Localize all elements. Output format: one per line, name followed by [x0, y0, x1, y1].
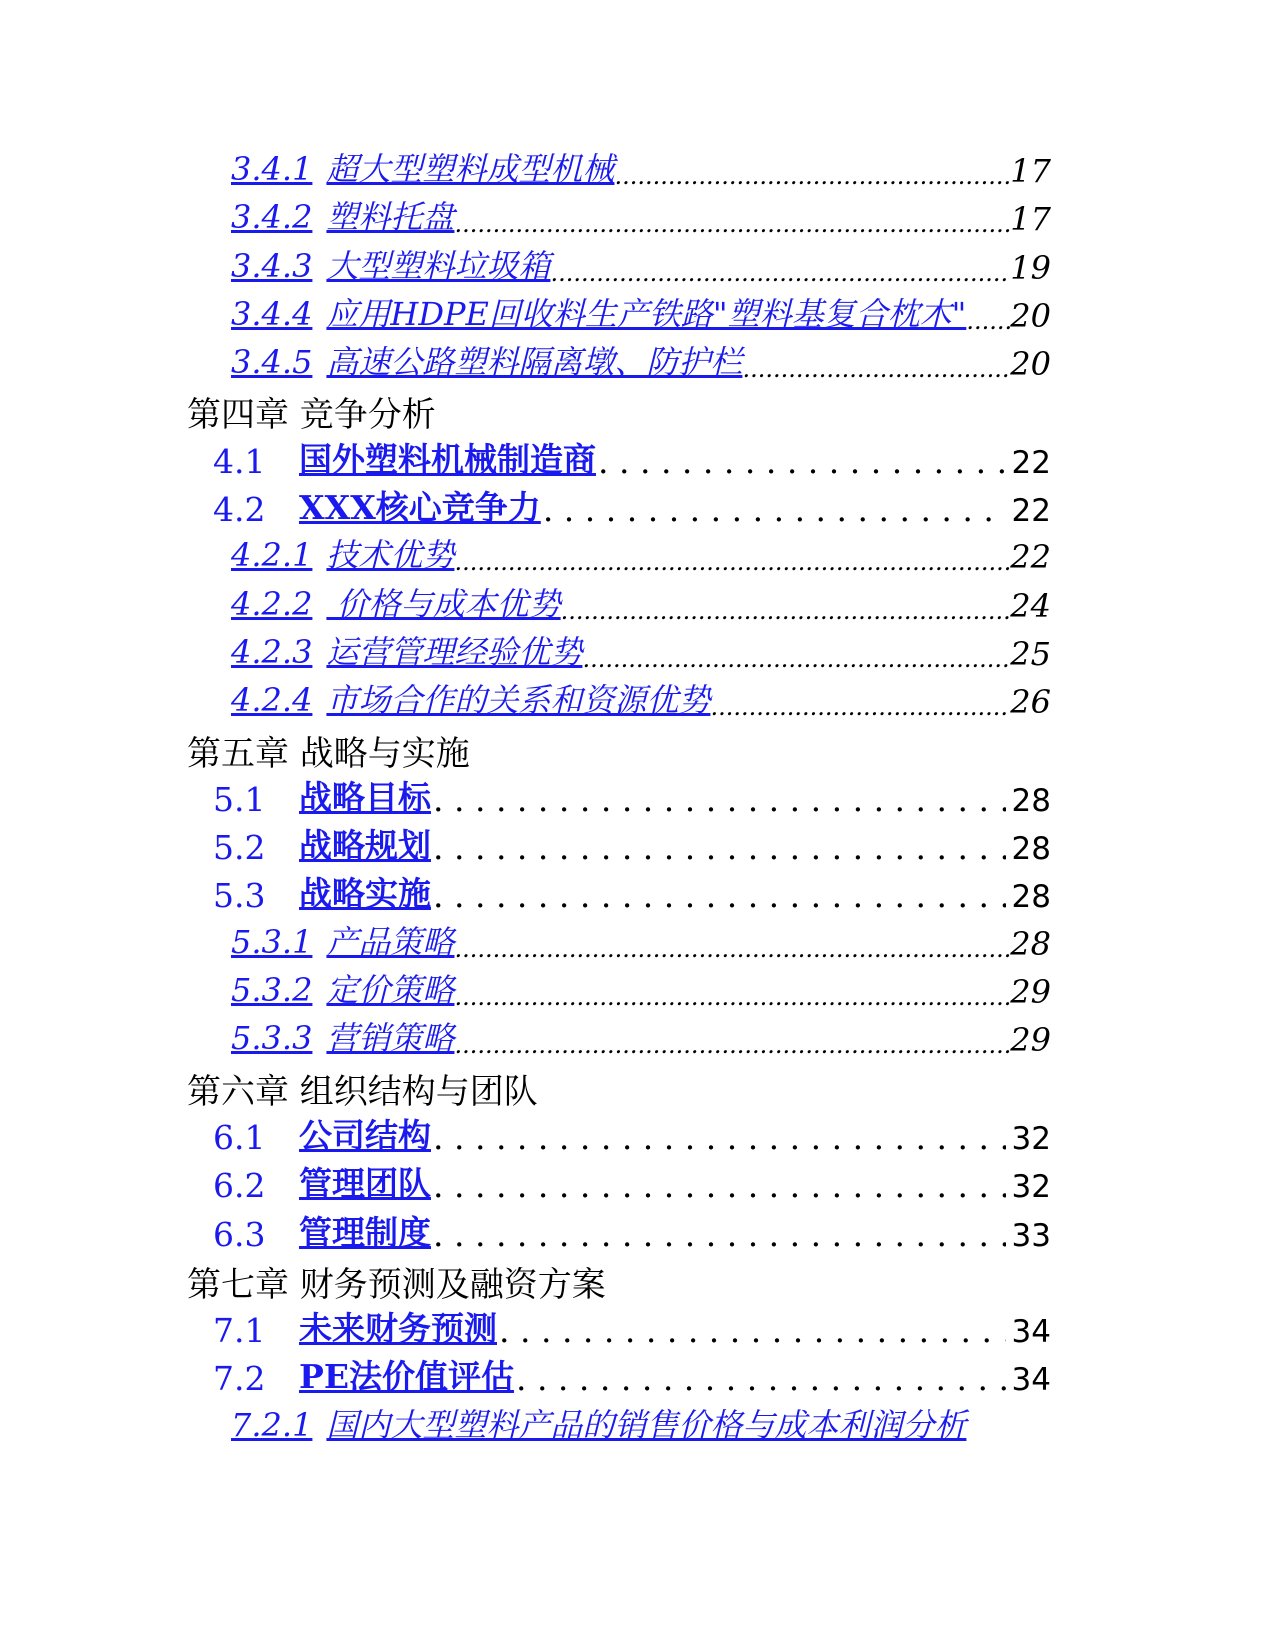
- toc-number-link[interactable]: [213, 1166, 299, 1205]
- toc-entry-title: 应用HDPE回收料生产铁路"塑料基复合枕木": [326, 294, 967, 333]
- dot-leader: [433, 1118, 1006, 1157]
- toc-link[interactable]: [231, 337, 742, 383]
- dot-leader: [614, 162, 1010, 190]
- toc-entry-title: 战略规划: [299, 826, 431, 866]
- toc-subsection-entry: [231, 337, 1051, 383]
- toc-entry-title: 大型塑料垃圾箱: [326, 246, 551, 285]
- dot-leader: [433, 780, 1006, 819]
- toc-link[interactable]: [299, 1158, 431, 1205]
- toc-row: [0, 478, 1275, 530]
- toc-number-link[interactable]: [213, 876, 299, 915]
- toc-page-number: 33: [1011, 1217, 1051, 1254]
- toc-page-number: 22: [1011, 444, 1051, 481]
- toc-number-link[interactable]: [213, 1359, 299, 1398]
- toc-entry-title: 塑料托盘: [326, 198, 455, 237]
- toc-page-number: 28: [1011, 782, 1051, 819]
- toc-entry-number: 3.4.4: [231, 294, 313, 333]
- toc-entry-number: 5.2: [213, 828, 266, 868]
- toc-entry-title: 管理团队: [299, 1164, 431, 1204]
- toc-section-entry: [213, 820, 1051, 867]
- toc-row: [0, 1299, 1275, 1351]
- toc-page-number: 34: [1011, 1314, 1051, 1351]
- toc-page-number: 29: [1010, 973, 1051, 1012]
- toc-page-number: 17: [1010, 152, 1051, 190]
- toc-entry-number: 3.4.2: [231, 198, 313, 237]
- toc-row: [0, 237, 1275, 285]
- toc-entry-number: 4.2: [213, 490, 266, 530]
- toc-entry-title: 公司结构: [299, 1115, 431, 1155]
- toc-subsection-entry: [231, 1400, 1083, 1446]
- dot-leader: [433, 1166, 1006, 1205]
- toc-page-number: 28: [1010, 924, 1051, 963]
- toc-page-number: 28: [1011, 831, 1051, 868]
- toc-number-link[interactable]: [213, 780, 299, 819]
- toc-row: [0, 526, 1275, 577]
- table-of-contents: [0, 140, 1275, 1444]
- chapter-heading: 第四章 竞争分析: [187, 395, 436, 436]
- toc-entry-title: 战略目标: [299, 777, 431, 817]
- toc-row: [0, 285, 1275, 333]
- toc-entry-title: 战略实施: [299, 874, 431, 914]
- toc-link[interactable]: [299, 868, 431, 915]
- toc-page-number: 32: [1011, 1120, 1051, 1157]
- toc-row: [0, 188, 1275, 239]
- toc-page-number: 22: [1010, 538, 1051, 577]
- toc-entry-number: 3.4.5: [231, 343, 313, 382]
- toc-link[interactable]: [299, 1110, 431, 1157]
- toc-row: [0, 575, 1275, 623]
- toc-entry-number: 7.2: [213, 1359, 266, 1399]
- toc-entry-title: 管理制度: [299, 1212, 431, 1252]
- chapter-heading: 第五章 战略与实施: [187, 733, 470, 774]
- toc-row: [0, 1347, 1275, 1399]
- toc-subsection-entry: [231, 144, 1051, 190]
- toc-entry-title: 未来财务预测: [299, 1309, 497, 1349]
- dot-leader: [966, 307, 1010, 335]
- toc-row: [0, 333, 1275, 384]
- toc-page-number: 19: [1010, 248, 1051, 287]
- toc-entry-title: 技术优势: [326, 536, 455, 575]
- toc-page-number: 20: [1010, 345, 1051, 384]
- toc-row: [0, 623, 1275, 671]
- toc-entry-number: 5.1: [213, 779, 266, 819]
- toc-entry-title: 运营管理经验优势: [326, 632, 583, 671]
- toc-entry-title: 超大型塑料成型机械: [326, 150, 615, 188]
- toc-link[interactable]: [231, 579, 561, 625]
- toc-row: [0, 1251, 1275, 1305]
- toc-entry-title: PE法价值评估: [299, 1357, 514, 1397]
- toc-entry-title: 价格与成本优势: [326, 584, 561, 623]
- toc-link[interactable]: [231, 144, 614, 190]
- dot-leader: [454, 1031, 1010, 1059]
- toc-row: [0, 381, 1275, 436]
- toc-page-number: 34: [1011, 1362, 1051, 1399]
- dot-leader: [550, 259, 1010, 287]
- dot-leader: [454, 210, 1010, 238]
- toc-link[interactable]: [299, 772, 431, 819]
- toc-link[interactable]: [231, 965, 454, 1011]
- toc-entry-number: 3.4.1: [231, 150, 313, 188]
- toc-page-number: 26: [1010, 683, 1051, 722]
- toc-section-entry: [213, 482, 1051, 529]
- toc-link[interactable]: [231, 627, 582, 673]
- dot-leader: [433, 1215, 1006, 1254]
- toc-subsection-entry: [231, 917, 1051, 963]
- toc-entry-number: 6.3: [213, 1214, 266, 1254]
- toc-entry-number: 4.2.1: [231, 536, 313, 575]
- toc-link[interactable]: [299, 820, 431, 867]
- toc-row: [0, 961, 1275, 1012]
- toc-entry-number: 6.2: [213, 1166, 266, 1206]
- chapter-heading: 第六章 组织结构与团队: [187, 1071, 538, 1112]
- dot-leader: [454, 548, 1010, 576]
- toc-row: [0, 1106, 1275, 1157]
- toc-entry-title: 营销策略: [326, 1019, 455, 1058]
- toc-row: [0, 1154, 1275, 1206]
- toc-page-number: 24: [1010, 586, 1051, 625]
- toc-row: [0, 864, 1275, 916]
- toc-section-entry: [213, 1110, 1051, 1157]
- toc-subsection-entry: [231, 1013, 1051, 1059]
- toc-page-number: 28: [1011, 879, 1051, 916]
- toc-link[interactable]: [231, 192, 454, 238]
- toc-entry-title: XXX核心竞争力: [299, 488, 541, 528]
- toc-number-link[interactable]: [213, 1311, 299, 1350]
- dot-leader: [561, 597, 1011, 625]
- toc-link[interactable]: [231, 1400, 966, 1446]
- dot-leader: [433, 876, 1006, 915]
- toc-link[interactable]: [231, 289, 966, 335]
- toc-link[interactable]: [231, 241, 550, 287]
- toc-row: [0, 816, 1275, 868]
- toc-page-number: 25: [1010, 634, 1051, 673]
- toc-entry-number: 3.4.3: [231, 246, 313, 285]
- toc-entry-number: 4.2.2: [231, 584, 313, 623]
- toc-row: [0, 768, 1275, 819]
- dot-leader: [433, 828, 1006, 867]
- toc-page-number: 17: [1010, 200, 1051, 239]
- toc-entry-number: 7.2.1: [231, 1405, 313, 1444]
- dot-leader: [454, 935, 1010, 963]
- toc-row: [0, 913, 1275, 961]
- toc-section-entry: [213, 1303, 1051, 1350]
- toc-link[interactable]: [299, 1303, 497, 1350]
- toc-entry-number: 4.1: [213, 441, 266, 481]
- toc-entry-number: 5.3: [213, 876, 266, 916]
- toc-number-link[interactable]: [213, 490, 299, 529]
- toc-subsection-entry: [231, 965, 1051, 1011]
- toc-section-entry: [213, 434, 1051, 481]
- toc-section-entry: [213, 1207, 1051, 1254]
- dot-leader: [499, 1311, 1006, 1350]
- toc-subsection-entry: [231, 579, 1051, 625]
- dot-leader: [582, 645, 1010, 673]
- toc-row: [0, 1058, 1275, 1112]
- toc-row: [0, 1203, 1275, 1254]
- toc-row: [0, 1009, 1275, 1060]
- toc-subsection-entry: [231, 530, 1051, 576]
- toc-section-entry: [213, 772, 1051, 819]
- toc-link[interactable]: [231, 917, 454, 963]
- toc-link[interactable]: [299, 482, 541, 529]
- chapter-heading: 第七章 财务预测及融资方案: [187, 1264, 606, 1305]
- toc-entry-number: 5.3.2: [231, 971, 313, 1010]
- toc-entry-title: 高速公路塑料隔离墩、防护栏: [326, 343, 743, 382]
- toc-subsection-entry: [231, 627, 1051, 673]
- toc-entry-title: 产品策略: [326, 922, 455, 961]
- toc-subsection-entry: [231, 192, 1051, 238]
- toc-section-entry: [213, 868, 1051, 915]
- toc-entry-title: 国内大型塑料产品的销售价格与成本利润分析: [326, 1405, 967, 1444]
- toc-entry-number: 7.1: [213, 1311, 266, 1351]
- toc-link[interactable]: [231, 1013, 454, 1059]
- toc-entry-number: 5.3.3: [231, 1019, 313, 1058]
- toc-subsection-entry: [231, 241, 1051, 287]
- dot-leader: [598, 442, 1006, 481]
- toc-number-link[interactable]: [213, 442, 299, 481]
- toc-number-link[interactable]: [213, 1118, 299, 1157]
- toc-page-number: 22: [1011, 493, 1051, 530]
- toc-row: [0, 1396, 1275, 1444]
- toc-page-number: 20: [1010, 296, 1051, 335]
- toc-entry-number: 5.3.1: [231, 922, 313, 961]
- toc-number-link[interactable]: [213, 1215, 299, 1254]
- toc-link[interactable]: [231, 675, 710, 721]
- toc-row: [0, 430, 1275, 481]
- toc-link[interactable]: [299, 434, 596, 481]
- toc-entry-number: 6.1: [213, 1117, 266, 1157]
- toc-page-number: 29: [1010, 1021, 1051, 1060]
- toc-row: [0, 671, 1275, 722]
- toc-subsection-entry: [231, 289, 1051, 335]
- toc-entry-number: 4.2.4: [231, 681, 313, 720]
- toc-link[interactable]: [299, 1207, 431, 1254]
- toc-row: [0, 720, 1275, 774]
- toc-row: [0, 140, 1275, 188]
- toc-entry-number: 4.2.3: [231, 632, 313, 671]
- toc-section-entry: [213, 1351, 1051, 1398]
- toc-entry-title: 市场合作的关系和资源优势: [326, 681, 711, 720]
- dot-leader: [543, 490, 1006, 529]
- toc-subsection-entry: [231, 675, 1051, 721]
- dot-leader: [454, 983, 1010, 1011]
- dot-leader: [710, 693, 1010, 721]
- toc-entry-title: 定价策略: [326, 971, 455, 1010]
- dot-leader: [516, 1359, 1006, 1398]
- dot-leader: [742, 355, 1010, 383]
- toc-page-number: 32: [1011, 1169, 1051, 1206]
- toc-link[interactable]: [299, 1351, 514, 1398]
- toc-section-entry: [213, 1158, 1051, 1205]
- toc-number-link[interactable]: [213, 828, 299, 867]
- toc-entry-title: 国外塑料机械制造商: [299, 439, 596, 479]
- toc-link[interactable]: [231, 530, 454, 576]
